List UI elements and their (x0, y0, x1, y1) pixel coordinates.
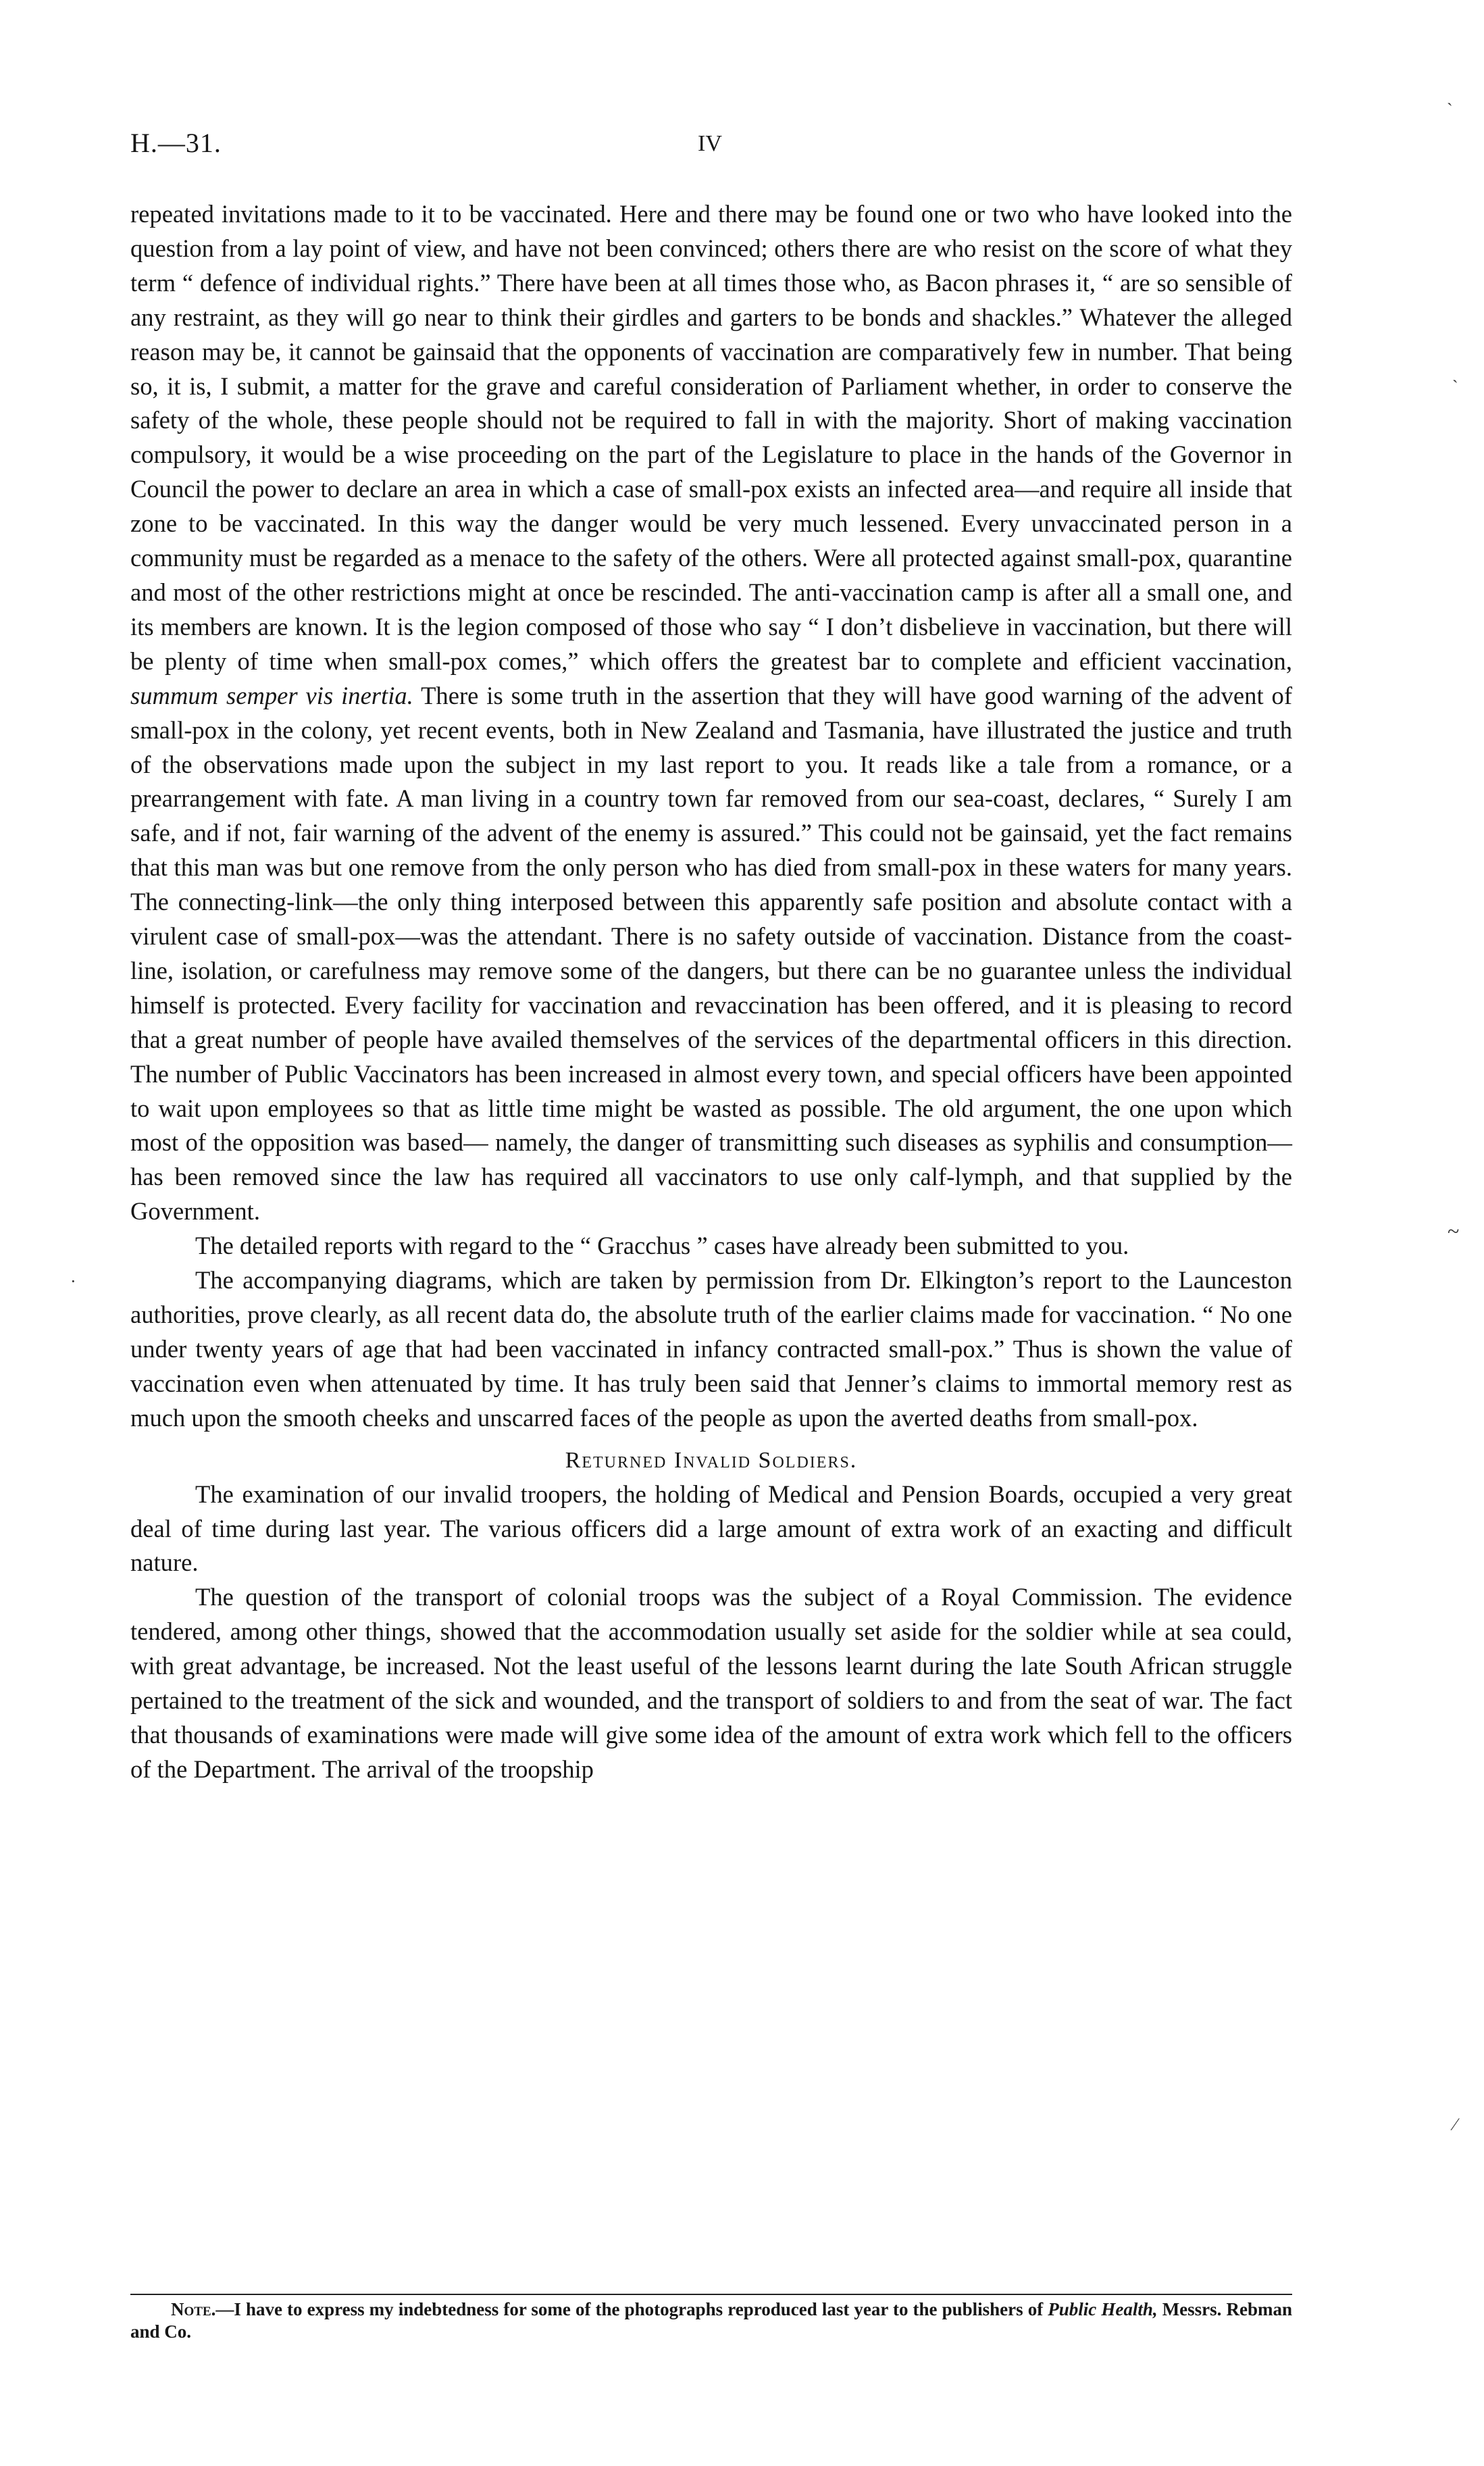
footnote-lead: Note. (171, 2299, 216, 2319)
paragraph-2: The detailed reports with regard to the “ Gracchus ” cases have already been submitted to you. (195, 1232, 1129, 1260)
margin-mark: ˏ (1452, 363, 1458, 383)
body-text (130, 197, 1292, 1787)
footnote-text-b: Messrs. Rebman and Co. (130, 2299, 1292, 2342)
margin-mark: ~ (1448, 1219, 1460, 1243)
page-header (130, 127, 1292, 168)
footnote-publication: Public Health, (1048, 2299, 1158, 2319)
paragraph-1 (130, 197, 1292, 1229)
footnote-text-a: —I have to express my indebtedness for some of the photographs reproduced last year to the publishers of (215, 2299, 1044, 2319)
footnote (130, 2298, 1292, 2343)
footnote-divider (130, 2294, 1292, 2295)
document-reference: H.—31. (130, 128, 222, 158)
margin-mark: ˋ (1447, 100, 1453, 120)
paragraph-1-part-b: There is some truth in the assertion that they will have good warning of the advent of small-pox in the colony, yet recent events, both in New Zealand and Tasmania, have illustrated the justice and truth of the observations made upon the subject in my last report to you. It reads like a tale from a romance, or a prearrangement with fate. A man living in a country town far removed from our sea-coast, declares, “ Surely I am safe, and if not, fair warning of the advent of the enemy is assured.” This could not be gainsaid, yet the fact remains that this man was but one remove from the only person who has died from small-pox in these waters for many years. The connecting-link—the only thing interposed between this apparently safe position and absolute contact with a virulent case of small-pox—was the attendant. There is no safety outside of vaccination. Distance from the coast-line, isolation, or carefulness may remove some of the dangers, but there can be no guarantee unless the individual himself is protected. Every facility for vaccination and revaccination has been offered, and it is pleasing to record that a great number of people have availed themselves of the services of the departmental officers in this direction. The number of Public Vaccinators has been increased in almost every town, and special officers have been appointed to wait upon employees so that as little time might be wasted as possible. The old argument, the one upon which most of the opposition was based— namely, the danger of transmitting such diseases as syphilis and consumption—has been removed since the law has required all vaccinators to use only calf-lymph, and that supplied by the Government. (130, 681, 1293, 1226)
paragraph-3: The accompanying diagrams, which are taken by permission from Dr. Elkington’s report to the Launceston authorities, prove clearly, as all recent data do, the absolute truth of the earlier claims made for vaccination. “ No one under twenty years of age that had been vaccinated in infancy contracted small-pox.” Thus is shown the value of vaccination even when attenuated by time. It has truly been said that Jenner’s claims to immortal memory rest as much upon the smooth cheeks and unscarred faces of the people as upon the averted deaths from small-pox. (130, 1266, 1292, 1432)
latin-phrase: summum semper vis inertia. (130, 681, 413, 709)
margin-mark: ⁄ (1454, 2115, 1457, 2134)
margin-mark: · (70, 1272, 76, 1291)
paragraph-1-part-a: repeated invitations made to it to be vaccinated. Here and there may be found one or two who have looked into the question from a lay point of view, and have not been convinced; others there are who resist on the score of what they term “ defence of individual rights.” There have been at all times those who, as Bacon phrases it, “ are so sensible of any restraint, as they will go near to think their girdles and garters to be bonds and shackles.” Whatever the alleged reason may be, it cannot be gainsaid that the opponents of vaccination are comparatively few in number. That being so, it is, I submit, a matter for the grave and careful consideration of Parliament whether, in order to conserve the safety of the whole, these people should not be required to fall in with the majority. Short of making vaccination compulsory, it would be a wise proceeding on the part of the Legislature to place in the hands of the Governor in Council the power to declare an area in which a case of small-pox exists an infected area—and require all inside that zone to be vaccinated. In this way the danger would be very much lessened. Every unvaccinated person in a community must be regarded as a menace to the safety of the others. Were all protected against small-pox, quarantine and most of the other restrictions might at once be rescinded. The anti-vaccination camp is after all a small one, and its members are known. It is the legion composed of those who say “ I don’t disbelieve in vaccination, but there will be plenty of time when small-pox comes,” which offers the greatest bar to complete and efficient vaccination, (130, 200, 1292, 675)
page-number: IV (698, 131, 722, 156)
paragraph-4: The examination of our invalid troopers, the holding of Medical and Pension Boards, occupied a very great deal of time during last year. The various officers did a large amount of extra work of an exacting and difficult nature. (130, 1480, 1292, 1577)
paragraph-5: The question of the transport of colonial troops was the subject of a Royal Commission. The evidence tendered, among other things, showed that the accommodation usually set aside for the soldier while at sea could, with great advantage, be increased. Not the least useful of the lessons learnt during the late South African struggle pertained to the treatment of the sick and wounded, and the transport of soldiers to and from the seat of war. The fact that thousands of examinations were made will give some idea of the amount of extra work which fell to the officers of the Department. The arrival of the troopship (130, 1583, 1292, 1783)
section-heading: Returned Invalid Soldiers. (565, 1447, 858, 1473)
